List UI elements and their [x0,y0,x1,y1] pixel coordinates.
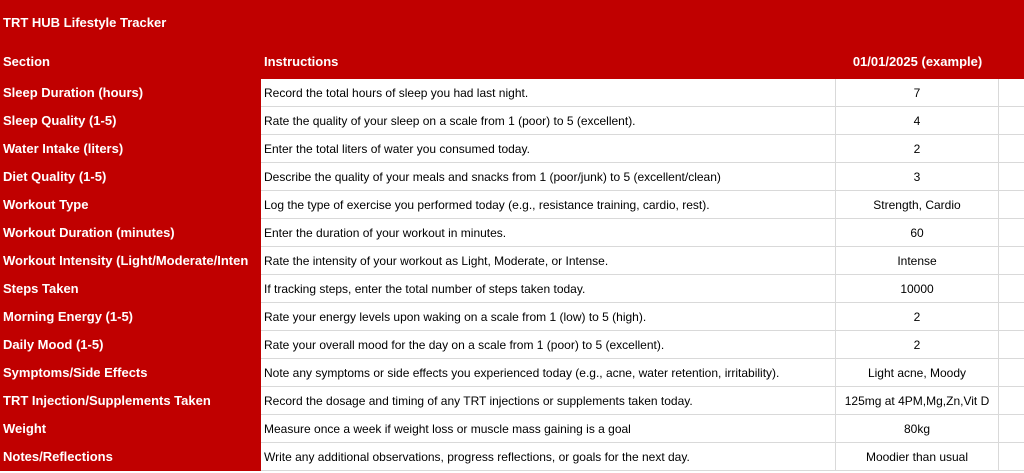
empty-cell[interactable] [999,135,1024,163]
empty-cell[interactable] [999,219,1024,247]
table-row [0,387,1024,415]
value-cell[interactable]: Moodier than usual [836,443,999,471]
empty-cell[interactable] [999,247,1024,275]
empty-cell[interactable] [999,191,1024,219]
section-cell[interactable]: Steps Taken [0,275,261,303]
empty-cell[interactable] [999,443,1024,471]
instructions-cell[interactable]: Log the type of exercise you performed today (e.g., resistance training, cardio, rest). [261,191,836,219]
value-cell[interactable]: 125mg at 4PM,Mg,Zn,Vit D [836,387,999,415]
table-row [0,359,1024,387]
sheet-title[interactable]: TRT HUB Lifestyle Tracker [0,0,1024,46]
value-cell[interactable]: 2 [836,303,999,331]
table-row [0,303,1024,331]
section-cell[interactable]: Sleep Quality (1-5) [0,107,261,135]
empty-cell[interactable] [999,331,1024,359]
empty-cell[interactable] [999,387,1024,415]
header-instructions[interactable]: Instructions [264,54,339,69]
value-cell[interactable]: 3 [836,163,999,191]
instructions-cell[interactable]: Describe the quality of your meals and snacks from 1 (poor/junk) to 5 (excellent/clean) [261,163,836,191]
table-row [0,135,1024,163]
value-cell[interactable]: 2 [836,331,999,359]
section-cell[interactable]: Notes/Reflections [0,443,261,471]
value-cell[interactable]: 7 [836,79,999,107]
section-cell[interactable]: Morning Energy (1-5) [0,303,261,331]
table-row [0,163,1024,191]
empty-cell[interactable] [999,303,1024,331]
value-cell[interactable]: 60 [836,219,999,247]
value-cell[interactable]: Strength, Cardio [836,191,999,219]
instructions-cell[interactable]: Write any additional observations, progress reflections, or goals for the next day. [261,443,836,471]
instructions-cell[interactable]: Enter the duration of your workout in minutes. [261,219,836,247]
empty-cell[interactable] [999,163,1024,191]
section-cell[interactable]: TRT Injection/Supplements Taken [0,387,261,415]
section-cell[interactable]: Sleep Duration (hours) [0,79,261,107]
empty-cell[interactable] [999,275,1024,303]
instructions-cell[interactable]: Measure once a week if weight loss or muscle mass gaining is a goal [261,415,836,443]
instructions-cell[interactable]: Rate your overall mood for the day on a scale from 1 (poor) to 5 (excellent). [261,331,836,359]
tracker-rows [0,79,1024,471]
instructions-cell[interactable]: Rate your energy levels upon waking on a scale from 1 (low) to 5 (high). [261,303,836,331]
table-row [0,79,1024,107]
empty-cell[interactable] [999,79,1024,107]
value-cell[interactable]: 2 [836,135,999,163]
section-cell[interactable]: Symptoms/Side Effects [0,359,261,387]
empty-cell[interactable] [999,415,1024,443]
instructions-cell[interactable]: If tracking steps, enter the total number of steps taken today. [261,275,836,303]
instructions-cell[interactable]: Rate the intensity of your workout as Light, Moderate, or Intense. [261,247,836,275]
table-row [0,331,1024,359]
section-cell[interactable]: Workout Duration (minutes) [0,219,261,247]
section-cell[interactable]: Weight [0,415,261,443]
instructions-cell[interactable]: Record the dosage and timing of any TRT injections or supplements taken today. [261,387,836,415]
value-cell[interactable]: 80kg [836,415,999,443]
section-cell[interactable]: Diet Quality (1-5) [0,163,261,191]
instructions-cell[interactable]: Rate the quality of your sleep on a scale from 1 (poor) to 5 (excellent). [261,107,836,135]
section-cell[interactable]: Workout Type [0,191,261,219]
instructions-cell[interactable]: Note any symptoms or side effects you experienced today (e.g., acne, water retention, irritability). [261,359,836,387]
value-cell[interactable]: 10000 [836,275,999,303]
empty-cell[interactable] [999,359,1024,387]
section-cell[interactable]: Daily Mood (1-5) [0,331,261,359]
header-date[interactable]: 01/01/2025 (example) [852,54,983,69]
table-row [0,275,1024,303]
table-row [0,107,1024,135]
empty-cell[interactable] [999,107,1024,135]
value-cell[interactable]: Light acne, Moody [836,359,999,387]
table-row [0,219,1024,247]
header-section[interactable]: Section [3,54,50,69]
value-cell[interactable]: 4 [836,107,999,135]
table-row [0,247,1024,275]
value-cell[interactable]: Intense [836,247,999,275]
section-cell[interactable]: Workout Intensity (Light/Moderate/Inten [0,247,261,275]
table-row [0,191,1024,219]
table-row [0,415,1024,443]
instructions-cell[interactable]: Record the total hours of sleep you had last night. [261,79,836,107]
instructions-cell[interactable]: Enter the total liters of water you consumed today. [261,135,836,163]
table-row [0,443,1024,471]
header-row [0,46,1024,79]
section-cell[interactable]: Water Intake (liters) [0,135,261,163]
